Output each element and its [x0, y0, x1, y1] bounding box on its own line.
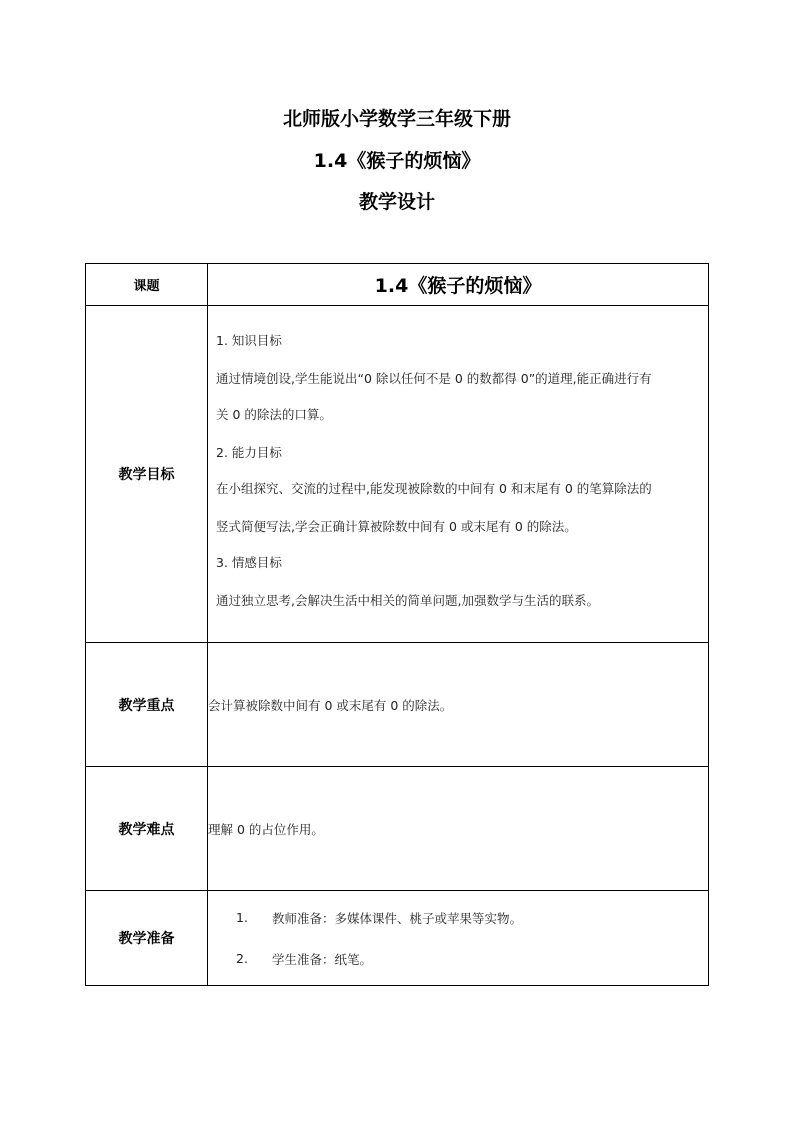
preparation-item	[236, 938, 708, 979]
key-points-row	[86, 643, 709, 767]
difficulties-row	[86, 767, 709, 891]
key-points-text: 会计算被除数中间有 0 或末尾有 0 的除法。	[208, 643, 709, 767]
objectives-cell	[208, 306, 709, 643]
document-title: 北师版小学数学三年级下册	[282, 108, 511, 130]
preparation-item-number: 2.	[236, 951, 248, 966]
topic-row	[86, 264, 709, 306]
preparation-cell	[208, 891, 709, 986]
preparation-label: 教学准备	[86, 891, 208, 986]
ability-text-line2: 竖式简便写法,学会正确计算被除数中间有 0 或末尾有 0 的除法。	[216, 519, 577, 534]
preparation-item-text: 学生准备：纸笔。	[272, 951, 373, 967]
preparation-row	[86, 891, 709, 986]
knowledge-heading: 1. 知识目标	[216, 333, 282, 348]
ability-heading: 2. 能力目标	[216, 445, 282, 460]
topic-value: 1.4《猴子的烦恼》	[208, 264, 709, 306]
key-points-label: 教学重点	[86, 643, 208, 767]
emotion-heading: 3. 情感目标	[216, 555, 282, 570]
document-subtitle: 教学设计	[358, 191, 435, 213]
objectives-label: 教学目标	[86, 306, 208, 643]
lesson-title: 1.4《猴子的烦恼》	[313, 150, 481, 172]
difficulties-label: 教学难点	[86, 767, 208, 891]
objectives-row	[86, 306, 709, 643]
knowledge-text-line2: 关 0 的除法的口算。	[216, 407, 332, 422]
topic-label: 课题	[86, 264, 208, 306]
preparation-item-text: 教师准备：多媒体课件、桃子或苹果等实物。	[272, 910, 523, 926]
difficulties-text: 理解 0 的占位作用。	[208, 767, 709, 891]
preparation-item-number: 1.	[236, 910, 248, 925]
knowledge-text-line1: 通过情境创设,学生能说出“0 除以任何不是 0 的数都得 0”的道理,能正确进行有	[216, 371, 652, 386]
emotion-text: 通过独立思考,会解决生活中相关的简单问题,加强数学与生活的联系。	[216, 593, 599, 608]
preparation-item	[236, 897, 708, 938]
lesson-plan-table	[85, 263, 709, 986]
ability-text-line1: 在小组探究、交流的过程中,能发现被除数的中间有 0 和末尾有 0 的笔算除法的	[216, 481, 652, 496]
